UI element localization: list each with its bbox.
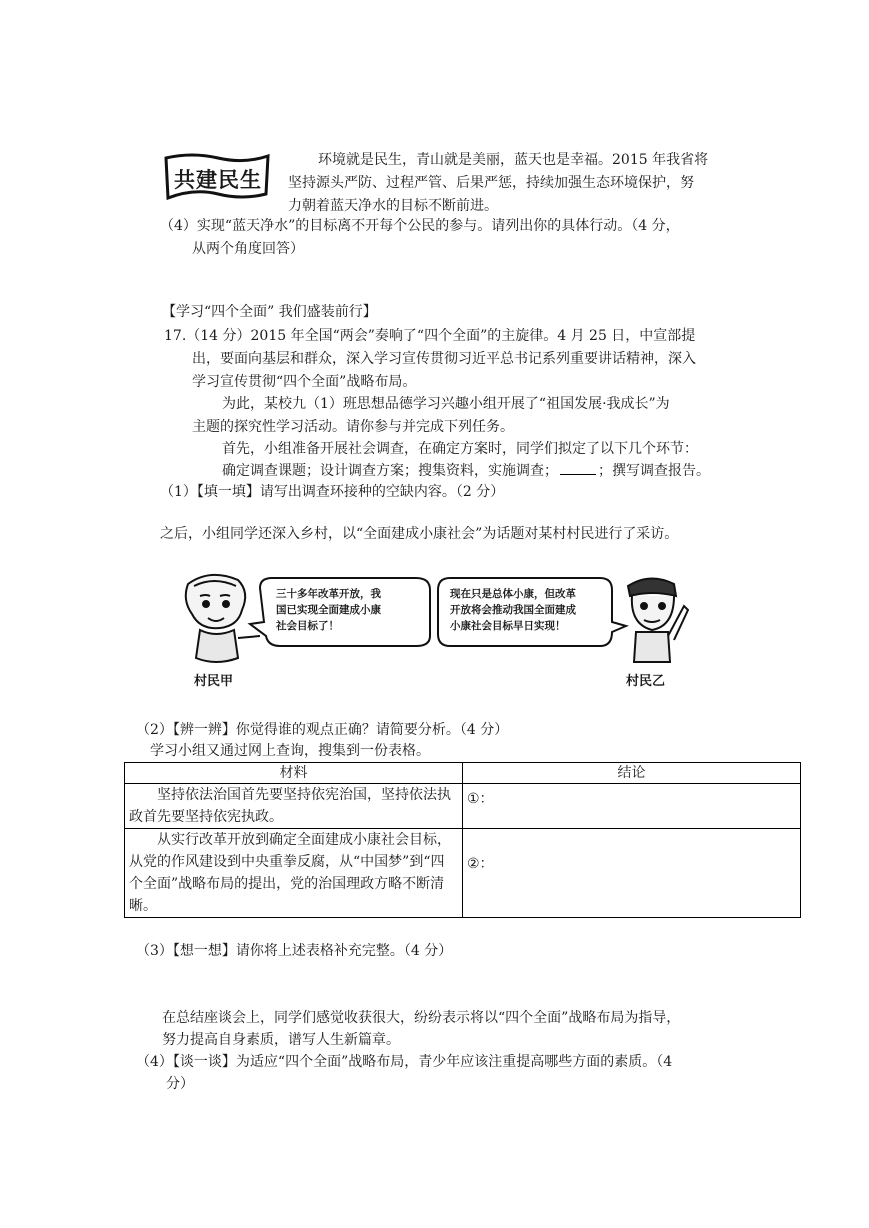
q2: （2）【辨一辨】你觉得谁的观点正确？请简要分析。（4 分） bbox=[136, 722, 509, 738]
row2-material: 从实行改革开放到确定全面建成小康社会目标，从党的作风建设到中央重拳反腐，从“中国梦”到“四个全面”战略布局的提出，党的治国理政方略不断清晰。 bbox=[125, 829, 463, 918]
bubble-a-line-3: 社会目标了！ bbox=[276, 620, 339, 632]
steps-line bbox=[222, 460, 710, 482]
q4b-line-1: （4）【谈一谈】为适应“四个全面”战略布局，青少年应该注重提高哪些方面的素质。（4 bbox=[136, 1054, 673, 1070]
materials-table bbox=[124, 762, 801, 918]
fill-blank[interactable] bbox=[560, 460, 596, 475]
villager-b-figure bbox=[628, 578, 688, 662]
logo-text: 共建民生 bbox=[174, 168, 262, 192]
class-para-line-2: 主题的探究性学习活动。请你参与并完成下列任务。 bbox=[192, 419, 514, 435]
bubble-a-line-2: 国已实现全面建成小康 bbox=[276, 604, 381, 616]
q4b-line-2: 分） bbox=[166, 1076, 194, 1092]
villager-a-label: 村民甲 bbox=[194, 674, 234, 689]
section-title: 【学习“四个全面” 我们盛装前行】 bbox=[162, 304, 377, 320]
steps-before: 确定调查课题；设计调查方案；搜集资料，实施调查； bbox=[222, 463, 558, 479]
steps-after: ；撰写调查报告。 bbox=[598, 463, 710, 479]
table-row bbox=[125, 829, 801, 918]
class-para-line-1: 为此，某校九（1）班思想品德学习兴趣小组开展了“祖国发展·我成长”为 bbox=[222, 396, 670, 412]
after-para: 之后，小组同学还深入乡村，以“全面建成小康社会”为话题对某村村民进行了采访。 bbox=[160, 526, 679, 542]
q17-line-2: 出，要面向基层和群众，深入学习宣传贯彻习近平总书记系列重要讲话精神，深入 bbox=[192, 351, 696, 367]
header-material: 材料 bbox=[125, 763, 463, 784]
table-intro: 学习小组又通过网上查询，搜集到一份表格。 bbox=[150, 743, 430, 759]
summary-line-2: 努力提高自身素质，谱写人生新篇章。 bbox=[162, 1032, 400, 1048]
villager-cartoon bbox=[180, 566, 700, 696]
first-para: 首先，小组准备开展社会调查，在确定方案时，同学们拟定了以下几个环节： bbox=[222, 441, 698, 457]
villager-a-figure bbox=[186, 575, 260, 662]
q1: （1）【填一填】请写出调查环接种的空缺内容。（2 分） bbox=[160, 484, 505, 500]
row1-material: 坚持依法治国首先要坚持依宪治国，坚持依法执政首先要坚持依宪执政。 bbox=[125, 784, 463, 829]
q4a-line-1: （4）实现“蓝天净水”的目标离不开每个公民的参与。请列出你的具体行动。（4 分， bbox=[160, 218, 680, 234]
row2-conclusion[interactable]: ②： bbox=[463, 829, 801, 918]
summary-line-1: 在总结座谈会上，同学们感觉收获很大，纷纷表示将以“四个全面”战略布局为指导， bbox=[162, 1010, 681, 1026]
table-header-row bbox=[125, 763, 801, 784]
villager-b-label: 村民乙 bbox=[626, 674, 666, 689]
bubble-a-line-1: 三十多年改革开放，我 bbox=[276, 588, 381, 600]
intro-line-1: 环境就是民生，青山就是美丽，蓝天也是幸福。2015 年我省将 bbox=[318, 152, 709, 168]
table-row bbox=[125, 784, 801, 829]
intro-line-2: 坚持源头严防、过程严管、后果严惩，持续加强生态环境保护，努 bbox=[288, 175, 694, 191]
intro-line-3: 力朝着蓝天净水的目标不断前进。 bbox=[288, 198, 498, 214]
gongjian-minsheng-logo bbox=[162, 152, 272, 204]
row1-conclusion[interactable]: ①： bbox=[463, 784, 801, 829]
q4a-line-2: 从两个角度回答） bbox=[192, 241, 304, 257]
q17-line-3: 学习宣传贯彻“四个全面”战略布局。 bbox=[192, 374, 417, 390]
bubble-b-line-2: 开放将会推动我国全面建成 bbox=[450, 604, 576, 616]
bubble-b-line-1: 现在只是总体小康，但改革 bbox=[450, 588, 576, 600]
q17-line-1: 17.（14 分）2015 年全国“两会”奏响了“四个全面”的主旋律。4 月 25 日，中宣部提 bbox=[164, 328, 696, 344]
q3: （3）【想一想】请你将上述表格补充完整。（4 分） bbox=[136, 943, 453, 959]
header-conclusion: 结论 bbox=[463, 763, 801, 784]
bubble-b-line-3: 小康社会目标早日实现！ bbox=[450, 620, 566, 632]
cartoon-drawing bbox=[180, 566, 700, 696]
